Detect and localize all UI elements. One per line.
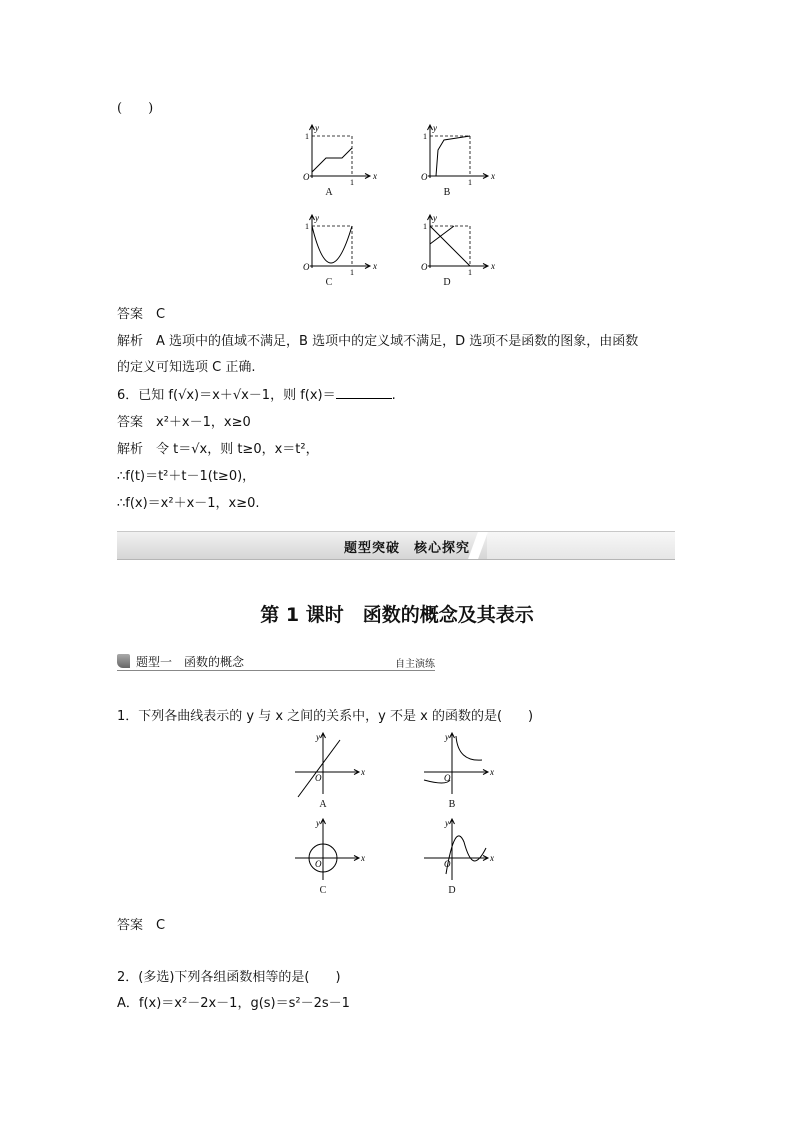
banner-title: 题型突破 核心探究 — [343, 541, 470, 556]
x-axis-label: x — [490, 767, 494, 777]
q6-prefix: 6．已知 f( — [117, 388, 179, 403]
graph-label: B — [443, 187, 451, 198]
y-axis-label: y — [445, 732, 449, 742]
graph-label: D — [448, 885, 456, 896]
q5-graph-d — [418, 213, 498, 288]
q6-mid: )＝x＋ — [194, 388, 233, 403]
origin-label: O — [421, 262, 428, 272]
graph-curve — [312, 148, 352, 172]
x-axis-label: x — [373, 261, 377, 271]
banner-divider — [468, 532, 488, 559]
y-axis-label: y — [445, 818, 449, 828]
q1-graph-b — [422, 732, 498, 810]
graph-label: A — [325, 187, 333, 198]
origin-label: O — [444, 773, 451, 783]
q5-analysis-line1: 解析 A 选项中的值域不满足，B 选项中的定义域不满足，D 选项不是函数的图象，由函数 — [117, 334, 639, 349]
q6-question — [117, 384, 396, 403]
section-header — [117, 652, 435, 671]
q6-sqrt-x: √x — [178, 388, 195, 403]
q2-option-a: A．f(x)＝x²－2x－1，g(s)＝s²－2s－1 — [117, 996, 350, 1011]
y-axis-label: y — [433, 123, 437, 133]
q6-end: . — [391, 388, 396, 403]
graph-curve — [436, 136, 470, 176]
x-tick-one: 1 — [468, 178, 472, 187]
y-axis-label: y — [315, 123, 319, 133]
banner-highlight — [487, 532, 675, 559]
lesson-title: 第 1 课时 函数的概念及其表示 — [260, 604, 534, 626]
y-axis-label: y — [316, 818, 320, 828]
origin-label: O — [303, 262, 310, 272]
q1-answer: 答案 C — [117, 918, 166, 933]
q6-sqrt-x2: √x — [232, 388, 249, 403]
x-tick-one: 1 — [350, 178, 354, 187]
graph-curve — [430, 226, 470, 266]
section-banner — [117, 531, 675, 560]
origin-label: O — [421, 172, 428, 182]
q1-question: 1．下列各曲线表示的 y 与 x 之间的关系中，y 不是 x 的函数的是( ) — [117, 709, 534, 724]
origin-label: O — [315, 859, 322, 869]
x-tick-one: 1 — [468, 268, 472, 277]
question-paren: ( ) — [117, 101, 154, 116]
graph-curve — [298, 740, 340, 797]
y-tick-one: 1 — [305, 132, 309, 141]
y-tick-one: 1 — [423, 132, 427, 141]
graph-label: A — [319, 799, 327, 810]
origin-label: O — [315, 773, 322, 783]
q1-graph-a — [293, 732, 369, 810]
y-axis-label: y — [316, 732, 320, 742]
q6-analysis-3: ∴f(x)＝x²＋x－1，x≥0. — [117, 496, 260, 511]
q5-graph-a — [300, 123, 380, 198]
q5-graph-c — [300, 213, 380, 288]
unit-box — [312, 136, 352, 176]
section-mode-label: 自主演练 — [395, 659, 435, 670]
origin-label: O — [303, 172, 310, 182]
x-axis-label: x — [490, 853, 494, 863]
graph-curve — [424, 736, 482, 783]
origin-label: O — [444, 859, 451, 869]
q1-graph-d — [422, 818, 498, 896]
x-axis-label: x — [491, 171, 495, 181]
q6-suffix: －1，则 f(x)＝ — [248, 388, 336, 403]
x-axis-label: x — [361, 853, 365, 863]
q6-answer: 答案 x²＋x－1，x≥0 — [117, 415, 251, 430]
q6-analysis-2: ∴f(t)＝t²＋t－1(t≥0)， — [117, 469, 256, 484]
graph-label: B — [448, 799, 456, 810]
y-axis-label: y — [315, 213, 319, 223]
x-axis-label: x — [491, 261, 495, 271]
q6-answer-blank — [336, 386, 392, 399]
y-tick-one: 1 — [305, 222, 309, 231]
q1-graph-c — [293, 818, 369, 896]
graph-curve — [312, 226, 352, 263]
q5-graph-b — [418, 123, 498, 198]
graph-label: D — [443, 277, 451, 288]
x-axis-label: x — [361, 767, 365, 777]
q5-analysis-line2: 的定义可知选项 C 正确. — [117, 360, 256, 375]
section-title: 题型一 函数的概念 — [136, 655, 245, 669]
q5-answer: 答案 C — [117, 307, 166, 322]
x-axis-label: x — [373, 171, 377, 181]
y-axis-label: y — [433, 213, 437, 223]
y-tick-one: 1 — [423, 222, 427, 231]
q2-question: 2．(多选)下列各组函数相等的是( ) — [117, 970, 341, 985]
graph-label: C — [319, 885, 327, 896]
bookmark-icon — [117, 654, 130, 668]
x-tick-one: 1 — [350, 268, 354, 277]
graph-label: C — [325, 277, 333, 288]
q6-analysis-1: 解析 令 t＝√x，则 t≥0，x＝t²， — [117, 442, 319, 457]
